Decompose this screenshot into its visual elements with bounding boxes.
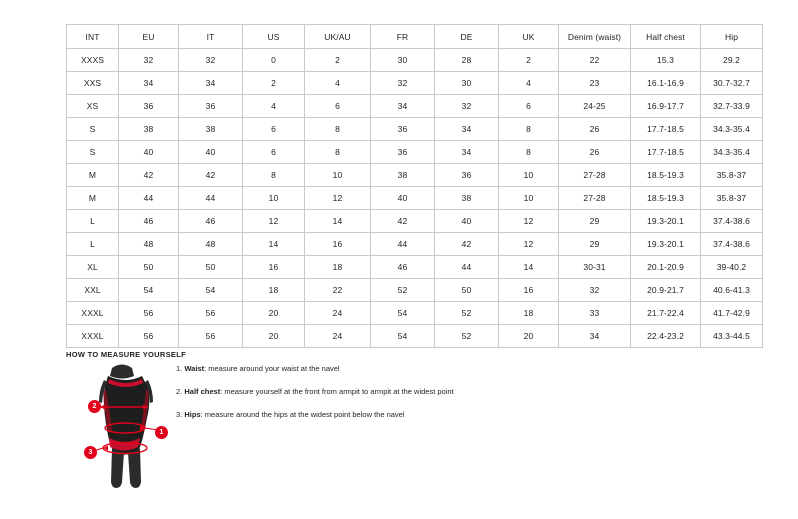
cell-uk: 12: [499, 210, 559, 233]
size-chart-table: [66, 24, 763, 348]
cell-fr: 44: [371, 233, 435, 256]
cell-us: 12: [243, 210, 305, 233]
cell-denim-waist: 27-28: [559, 187, 631, 210]
column-header-half-chest: Half chest: [631, 25, 701, 49]
cell-us: 6: [243, 118, 305, 141]
cell-half-chest: 21.7-22.4: [631, 302, 701, 325]
column-header-int: INT: [67, 25, 119, 49]
cell-it: 32: [179, 49, 243, 72]
cell-int: XXXL: [67, 325, 119, 348]
column-header-uk: UK: [499, 25, 559, 49]
cell-de: 30: [435, 72, 499, 95]
cell-half-chest: 16.9-17.7: [631, 95, 701, 118]
cell-eu: 56: [119, 325, 179, 348]
cell-hip: 40.6-41.3: [701, 279, 763, 302]
cell-fr: 30: [371, 49, 435, 72]
cell-denim-waist: 26: [559, 118, 631, 141]
cell-eu: 34: [119, 72, 179, 95]
instruction-term: Hips: [184, 410, 201, 420]
cell-hip: 32.7-33.9: [701, 95, 763, 118]
cell-it: 56: [179, 302, 243, 325]
cell-uk-au: 24: [305, 325, 371, 348]
cell-half-chest: 18.5-19.3: [631, 164, 701, 187]
size-chart: [66, 24, 750, 348]
cell-uk: 20: [499, 325, 559, 348]
cell-denim-waist: 26: [559, 141, 631, 164]
cell-it: 40: [179, 141, 243, 164]
cell-eu: 46: [119, 210, 179, 233]
cell-eu: 50: [119, 256, 179, 279]
cell-int: XXXL: [67, 302, 119, 325]
cell-de: 38: [435, 187, 499, 210]
cell-us: 4: [243, 95, 305, 118]
cell-half-chest: 20.9-21.7: [631, 279, 701, 302]
cell-hip: 29.2: [701, 49, 763, 72]
cell-eu: 32: [119, 49, 179, 72]
cell-uk: 18: [499, 302, 559, 325]
cell-uk-au: 6: [305, 95, 371, 118]
cell-denim-waist: 29: [559, 233, 631, 256]
cell-de: 44: [435, 256, 499, 279]
cell-half-chest: 16.1-16.9: [631, 72, 701, 95]
table-header-row: [67, 25, 763, 49]
cell-int: M: [67, 164, 119, 187]
table-row: [67, 187, 763, 210]
table-row: [67, 141, 763, 164]
cell-it: 48: [179, 233, 243, 256]
cell-int: XL: [67, 256, 119, 279]
instruction-item: [176, 364, 596, 374]
cell-uk: 8: [499, 118, 559, 141]
cell-us: 10: [243, 187, 305, 210]
cell-de: 32: [435, 95, 499, 118]
cell-eu: 48: [119, 233, 179, 256]
figure-callout-half-chest: 2: [88, 400, 101, 413]
cell-int: XXS: [67, 72, 119, 95]
instruction-text: : measure around your waist at the navel: [204, 364, 340, 373]
cell-it: 46: [179, 210, 243, 233]
cell-fr: 42: [371, 210, 435, 233]
instruction-term: Waist: [184, 364, 205, 373]
cell-denim-waist: 22: [559, 49, 631, 72]
cell-hip: 37.4-38.6: [701, 210, 763, 233]
cell-int: S: [67, 118, 119, 141]
table-body: [67, 49, 763, 348]
cell-de: 40: [435, 210, 499, 233]
cell-fr: 46: [371, 256, 435, 279]
cell-half-chest: 17.7-18.5: [631, 118, 701, 141]
cell-uk: 8: [499, 141, 559, 164]
cell-it: 38: [179, 118, 243, 141]
cell-hip: 37.4-38.6: [701, 233, 763, 256]
table-row: [67, 164, 763, 187]
table-row: [67, 210, 763, 233]
cell-us: 20: [243, 325, 305, 348]
cell-eu: 54: [119, 279, 179, 302]
cell-uk: 12: [499, 233, 559, 256]
cell-us: 20: [243, 302, 305, 325]
cell-hip: 41.7-42.9: [701, 302, 763, 325]
cell-uk: 10: [499, 187, 559, 210]
cell-de: 50: [435, 279, 499, 302]
cell-uk: 6: [499, 95, 559, 118]
cell-half-chest: 17.7-18.5: [631, 141, 701, 164]
cell-fr: 54: [371, 325, 435, 348]
table-row: [67, 233, 763, 256]
cell-int: L: [67, 210, 119, 233]
cell-hip: 34.3-35.4: [701, 141, 763, 164]
cell-uk-au: 18: [305, 256, 371, 279]
cell-us: 18: [243, 279, 305, 302]
cell-int: M: [67, 187, 119, 210]
instruction-term: Half chest: [184, 387, 221, 397]
cell-it: 54: [179, 279, 243, 302]
cell-de: 36: [435, 164, 499, 187]
cell-fr: 38: [371, 164, 435, 187]
cell-denim-waist: 24-25: [559, 95, 631, 118]
cell-it: 34: [179, 72, 243, 95]
cell-int: XS: [67, 95, 119, 118]
cell-fr: 52: [371, 279, 435, 302]
cell-denim-waist: 34: [559, 325, 631, 348]
instruction-item: [176, 387, 596, 397]
column-header-it: IT: [179, 25, 243, 49]
cell-it: 50: [179, 256, 243, 279]
cell-uk-au: 8: [305, 118, 371, 141]
cell-it: 44: [179, 187, 243, 210]
cell-eu: 36: [119, 95, 179, 118]
instruction-number: 1.: [176, 364, 183, 373]
cell-it: 36: [179, 95, 243, 118]
cell-hip: 39-40.2: [701, 256, 763, 279]
cell-hip: 43.3-44.5: [701, 325, 763, 348]
cell-int: XXL: [67, 279, 119, 302]
cell-us: 2: [243, 72, 305, 95]
cell-half-chest: 18.5-19.3: [631, 187, 701, 210]
cell-hip: 35.8-37: [701, 164, 763, 187]
cell-it: 56: [179, 325, 243, 348]
cell-us: 16: [243, 256, 305, 279]
cell-denim-waist: 32: [559, 279, 631, 302]
table-row: [67, 325, 763, 348]
figure-callout-waist: 1: [155, 426, 168, 439]
cell-uk: 2: [499, 49, 559, 72]
instruction-text: : measure yourself at the front from armpit to armpit at the widest point: [220, 387, 454, 397]
cell-eu: 40: [119, 141, 179, 164]
cell-uk-au: 22: [305, 279, 371, 302]
cell-de: 42: [435, 233, 499, 256]
table-row: [67, 302, 763, 325]
cell-eu: 38: [119, 118, 179, 141]
table-row: [67, 95, 763, 118]
instruction-text: : measure around the hips at the widest point below the navel: [200, 410, 405, 420]
cell-denim-waist: 23: [559, 72, 631, 95]
cell-fr: 34: [371, 95, 435, 118]
cell-fr: 36: [371, 141, 435, 164]
cell-de: 28: [435, 49, 499, 72]
cell-fr: 54: [371, 302, 435, 325]
cell-us: 8: [243, 164, 305, 187]
cell-de: 34: [435, 141, 499, 164]
cell-uk-au: 24: [305, 302, 371, 325]
cell-de: 52: [435, 302, 499, 325]
cell-uk: 10: [499, 164, 559, 187]
cell-uk-au: 16: [305, 233, 371, 256]
cell-denim-waist: 33: [559, 302, 631, 325]
table-row: [67, 256, 763, 279]
table-row: [67, 49, 763, 72]
cell-de: 52: [435, 325, 499, 348]
column-header-hip: Hip: [701, 25, 763, 49]
cell-half-chest: 19.3-20.1: [631, 233, 701, 256]
cell-us: 0: [243, 49, 305, 72]
cell-uk: 14: [499, 256, 559, 279]
figure-callout-hips: 3: [84, 446, 97, 459]
column-header-uk-au: UK/AU: [305, 25, 371, 49]
how-to-measure-title: HOW TO MEASURE YOURSELF: [66, 350, 186, 359]
how-to-measure-instructions: [176, 364, 596, 433]
cell-int: L: [67, 233, 119, 256]
cell-int: S: [67, 141, 119, 164]
cell-us: 14: [243, 233, 305, 256]
cell-hip: 35.8-37: [701, 187, 763, 210]
cell-uk-au: 10: [305, 164, 371, 187]
instruction-number: 2.: [176, 387, 183, 397]
cell-fr: 36: [371, 118, 435, 141]
cell-us: 6: [243, 141, 305, 164]
cell-uk: 16: [499, 279, 559, 302]
cell-uk-au: 14: [305, 210, 371, 233]
column-header-denim-waist: Denim (waist): [559, 25, 631, 49]
cell-denim-waist: 30-31: [559, 256, 631, 279]
cell-uk-au: 4: [305, 72, 371, 95]
measurement-figure: [78, 360, 174, 495]
cell-denim-waist: 27-28: [559, 164, 631, 187]
cell-eu: 42: [119, 164, 179, 187]
cell-half-chest: 22.4-23.2: [631, 325, 701, 348]
cell-half-chest: 15.3: [631, 49, 701, 72]
cell-int: XXXS: [67, 49, 119, 72]
cell-de: 34: [435, 118, 499, 141]
cell-it: 42: [179, 164, 243, 187]
instruction-item: [176, 410, 596, 420]
cell-eu: 44: [119, 187, 179, 210]
cell-uk-au: 12: [305, 187, 371, 210]
table-header: [67, 25, 763, 49]
cell-hip: 34.3-35.4: [701, 118, 763, 141]
column-header-us: US: [243, 25, 305, 49]
column-header-fr: FR: [371, 25, 435, 49]
table-row: [67, 279, 763, 302]
cell-uk-au: 8: [305, 141, 371, 164]
cell-fr: 32: [371, 72, 435, 95]
instruction-number: 3.: [176, 410, 183, 420]
cell-fr: 40: [371, 187, 435, 210]
column-header-de: DE: [435, 25, 499, 49]
cell-uk: 4: [499, 72, 559, 95]
column-header-eu: EU: [119, 25, 179, 49]
cell-denim-waist: 29: [559, 210, 631, 233]
cell-eu: 56: [119, 302, 179, 325]
cell-half-chest: 20.1-20.9: [631, 256, 701, 279]
cell-hip: 30.7-32.7: [701, 72, 763, 95]
table-row: [67, 72, 763, 95]
cell-half-chest: 19.3-20.1: [631, 210, 701, 233]
table-row: [67, 118, 763, 141]
cell-uk-au: 2: [305, 49, 371, 72]
